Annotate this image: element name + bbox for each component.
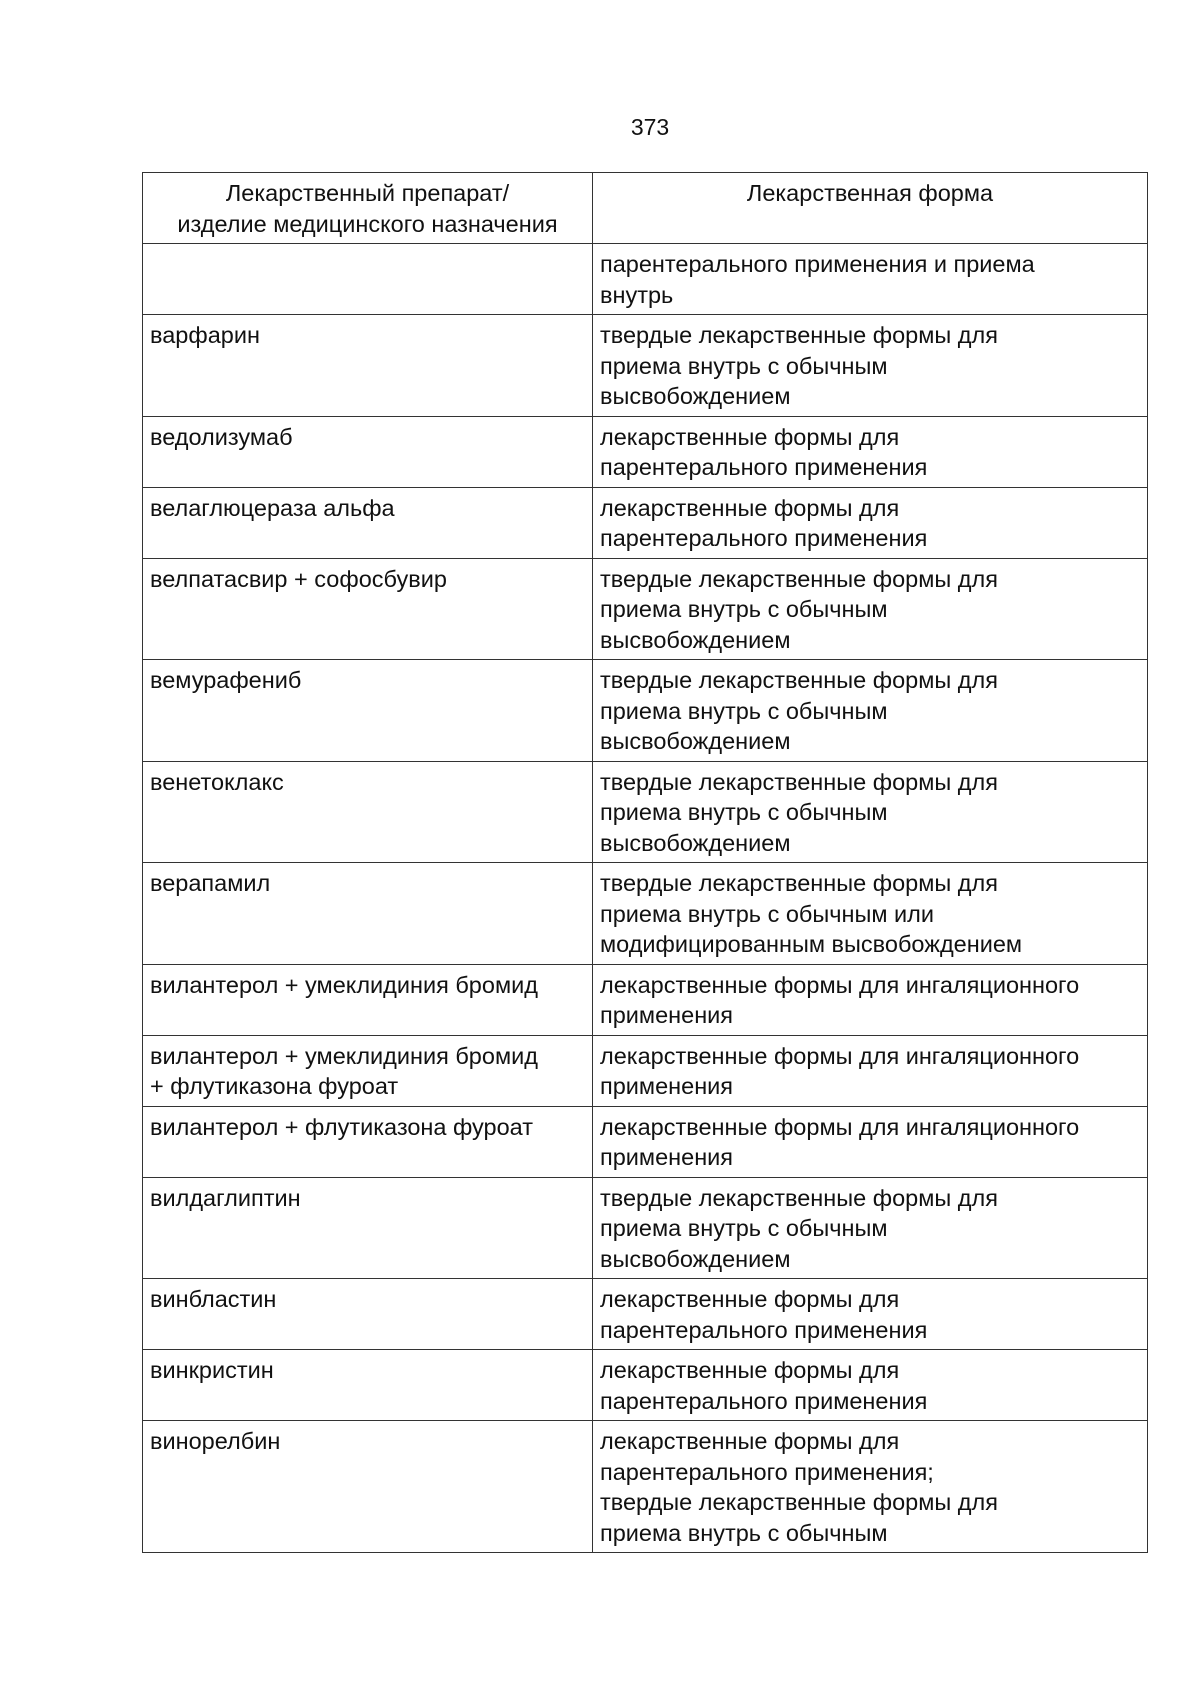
table-row <box>143 244 1148 315</box>
drug-cell: вилантерол + умеклидиния бромид <box>143 964 593 1035</box>
drug-cell: винкристин <box>143 1350 593 1421</box>
form-cell: твердые лекарственные формы для приема внутрь с обычным высвобождением <box>593 558 1148 660</box>
drug-cell: вилдаглиптин <box>143 1177 593 1279</box>
form-cell: твердые лекарственные формы для приема внутрь с обычным высвобождением <box>593 315 1148 417</box>
drug-cell: венетоклакс <box>143 761 593 863</box>
drug-cell: варфарин <box>143 315 593 417</box>
drug-cell: винорелбин <box>143 1421 593 1553</box>
form-cell: лекарственные формы для ингаляционного применения <box>593 1035 1148 1106</box>
header-form: Лекарственная форма <box>593 173 1148 244</box>
drug-cell: ведолизумаб <box>143 416 593 487</box>
form-cell: лекарственные формы для парентерального применения <box>593 1350 1148 1421</box>
form-cell: лекарственные формы для ингаляционного применения <box>593 964 1148 1035</box>
table-row <box>143 863 1148 965</box>
table-row <box>143 315 1148 417</box>
form-cell: твердые лекарственные формы для приема внутрь с обычным высвобождением <box>593 660 1148 762</box>
page-number: 373 <box>630 114 670 140</box>
drug-cell: вемурафениб <box>143 660 593 762</box>
form-cell: лекарственные формы для парентерального применения <box>593 1279 1148 1350</box>
form-cell: лекарственные формы для парентерального применения <box>593 416 1148 487</box>
table-row <box>143 487 1148 558</box>
drug-cell: велпатасвир + софосбувир <box>143 558 593 660</box>
table-row <box>143 1035 1148 1106</box>
table-header-row <box>143 173 1148 244</box>
drug-table <box>142 172 1148 1553</box>
table-row <box>143 1279 1148 1350</box>
table-row <box>143 761 1148 863</box>
form-cell: твердые лекарственные формы для приема внутрь с обычным высвобождением <box>593 761 1148 863</box>
form-cell: твердые лекарственные формы для приема внутрь с обычным или модифицированным высвобождением <box>593 863 1148 965</box>
form-cell: лекарственные формы для парентерального применения <box>593 487 1148 558</box>
table-row <box>143 964 1148 1035</box>
drug-cell: вилантерол + умеклидиния бромид + флутиказона фуроат <box>143 1035 593 1106</box>
drug-cell: верапамил <box>143 863 593 965</box>
table-row <box>143 1177 1148 1279</box>
drug-cell: велаглюцераза альфа <box>143 487 593 558</box>
drug-cell: винбластин <box>143 1279 593 1350</box>
form-cell: твердые лекарственные формы для приема внутрь с обычным высвобождением <box>593 1177 1148 1279</box>
table-row <box>143 416 1148 487</box>
form-cell: лекарственные формы для ингаляционного применения <box>593 1106 1148 1177</box>
table-row <box>143 1106 1148 1177</box>
table-row <box>143 558 1148 660</box>
header-drug: Лекарственный препарат/ изделие медицинского назначения <box>143 173 593 244</box>
form-cell: парентерального применения и приема внутрь <box>593 244 1148 315</box>
table-row <box>143 1350 1148 1421</box>
drug-cell: вилантерол + флутиказона фуроат <box>143 1106 593 1177</box>
table-row <box>143 660 1148 762</box>
table-row <box>143 1421 1148 1553</box>
form-cell: лекарственные формы для парентерального применения; твердые лекарственные формы для приема внутрь с обычным <box>593 1421 1148 1553</box>
drug-cell <box>143 244 593 315</box>
